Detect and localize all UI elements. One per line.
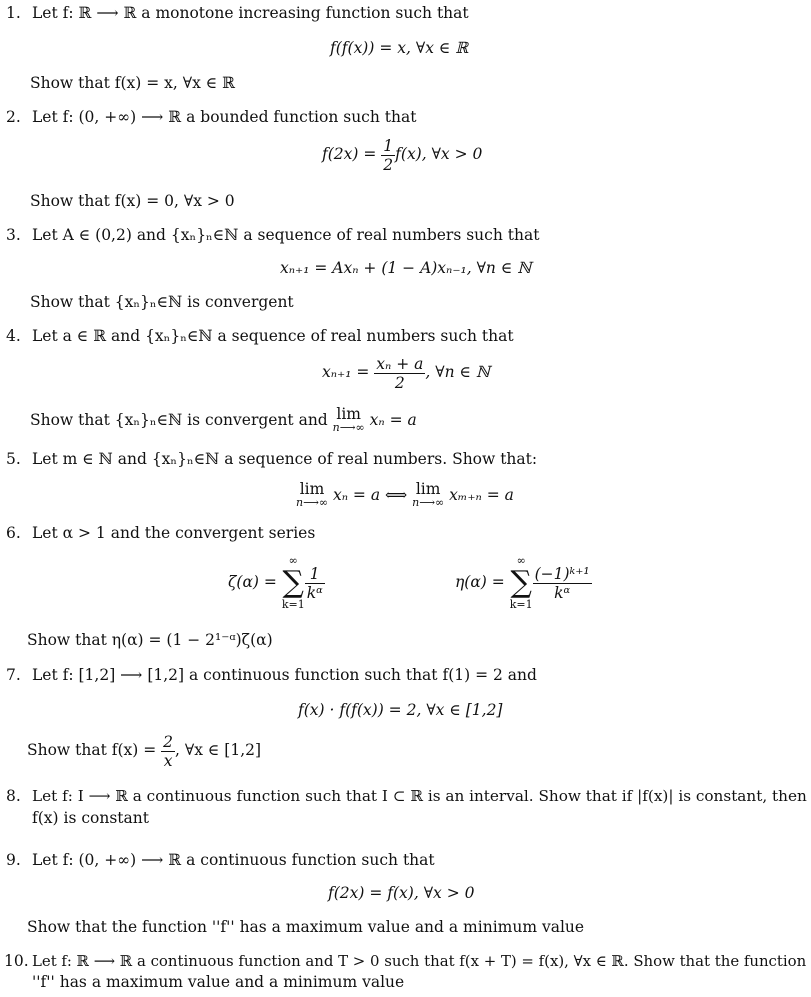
problem-number: 6. [6, 524, 21, 542]
formula-lhs: xₙ₊₁ = [322, 363, 375, 381]
conclusion-text: Show that {xₙ}ₙ∈ℕ is convergent [30, 293, 294, 311]
conclusion-text [30, 405, 417, 435]
problem-statement: Let α > 1 and the convergent series [32, 524, 316, 542]
fraction-denominator: kᵅ [554, 583, 571, 602]
eta-lhs: η(α) = [455, 573, 510, 591]
limit-operator [333, 407, 365, 435]
formula-rhs: f(x), ∀x > 0 [395, 145, 483, 163]
problem-statement: Let f: [1,2] ⟶ [1,2] a continuous function such that f(1) = 2 and [32, 666, 537, 684]
problem-9-formula: f(2x) = f(x), ∀x > 0 [328, 884, 475, 902]
sum-lower-limit: k=1 [509, 598, 533, 611]
problem-number: 4. [6, 327, 21, 345]
fraction-numerator: 2 [163, 732, 174, 751]
fraction-denominator: 2 [383, 155, 394, 174]
limit-operator [412, 482, 444, 510]
problem-statement-cont: ''f'' has a maximum value and a minimum value [32, 973, 405, 991]
problem-3-formula: xₙ₊₁ = Axₙ + (1 − A)xₙ₋₁, ∀n ∈ ℕ [280, 259, 532, 277]
sum-upper-limit: ∞ [516, 554, 526, 567]
problem-statement: Let a ∈ ℝ and {xₙ}ₙ∈ℕ a sequence of real numbers such that [32, 327, 514, 345]
limit-operator [296, 482, 328, 510]
limit-label: lim [336, 405, 361, 423]
formula-lhs: f(2x) = [322, 145, 382, 163]
fraction-numerator: 1 [305, 565, 325, 584]
problem-2-formula [322, 134, 482, 174]
sum-operator [510, 554, 533, 612]
sum-sign: ∑ [510, 565, 532, 600]
problem-number: 5. [6, 450, 21, 468]
problem-number: 3. [6, 226, 21, 244]
limit-subscript: n⟶∞ [412, 496, 445, 509]
fraction-denominator: x [163, 751, 173, 770]
conclusion-rhs: , ∀x ∈ [1,2] [175, 741, 262, 759]
problem-statement: Let f: (0, +∞) ⟶ ℝ a continuous function such that [32, 851, 435, 869]
formula-rhs: , ∀n ∈ ℕ [425, 363, 491, 381]
conclusion-text [27, 730, 261, 770]
fraction [374, 355, 425, 392]
fraction [161, 733, 175, 770]
fraction-denominator: kᵅ [306, 583, 323, 602]
conclusion-text: Show that η(α) = (1 − 2¹⁻ᵅ)ζ(α) [27, 631, 273, 649]
conclusion-text-a: Show that {xₙ}ₙ∈ℕ is convergent and [30, 411, 333, 429]
problem-statement: Let A ∈ (0,2) and {xₙ}ₙ∈ℕ a sequence of real numbers such that [32, 226, 540, 244]
problem-statement: Let f: ℝ ⟶ ℝ a continuous function and T > 0 such that f(x + T) = f(x), ∀x ∈ ℝ. Show that the function [32, 952, 807, 970]
formula-part-a: xₙ = a ⟺ [328, 486, 413, 504]
fraction [381, 137, 395, 174]
eta-formula [455, 552, 592, 612]
problem-number: 2. [6, 108, 21, 126]
limit-subscript: n⟶∞ [296, 496, 329, 509]
fraction [533, 565, 592, 602]
limit-label: lim [299, 480, 325, 498]
problem-1-formula: f(f(x)) = x, ∀x ∈ ℝ [330, 39, 469, 57]
problem-statement: Let f: ℝ ⟶ ℝ a monotone increasing function such that [32, 4, 469, 22]
fraction-numerator: (−1)ᵏ⁺¹ [534, 564, 590, 583]
conclusion-text: Show that f(x) = 0, ∀x > 0 [30, 192, 235, 210]
problem-statement: Let m ∈ ℕ and {xₙ}ₙ∈ℕ a sequence of real numbers. Show that: [32, 450, 538, 468]
sum-sign: ∑ [282, 565, 304, 600]
problem-number: 8. [6, 787, 21, 805]
conclusion-text: Show that the function ''f'' has a maximum value and a minimum value [27, 918, 585, 936]
problem-7-formula: f(x) · f(f(x)) = 2, ∀x ∈ [1,2] [298, 701, 503, 719]
sum-lower-limit: k=1 [281, 598, 305, 611]
conclusion-text: Show that f(x) = x, ∀x ∈ ℝ [30, 74, 236, 92]
problem-statement: Let f: (0, +∞) ⟶ ℝ a bounded function such that [32, 108, 417, 126]
zeta-lhs: ζ(α) = [228, 573, 282, 591]
conclusion-text-b: xₙ = a [364, 411, 417, 429]
fraction-numerator: 1 [383, 136, 394, 155]
limit-label: lim [415, 480, 441, 498]
sum-operator [282, 554, 305, 612]
problem-number: 9. [6, 851, 21, 869]
formula-part-b: xₘ₊ₙ = a [444, 486, 514, 504]
limit-subscript: n⟶∞ [332, 421, 365, 434]
problem-statement-cont: f(x) is constant [32, 809, 149, 827]
problem-4-formula [322, 352, 490, 392]
fraction [305, 565, 325, 602]
problem-number: 1. [6, 4, 21, 22]
problem-5-formula [296, 480, 514, 510]
conclusion-lhs: Show that f(x) = [27, 741, 162, 759]
fraction-numerator: xₙ + a [376, 354, 424, 373]
problem-number: 10. [4, 952, 29, 970]
problem-statement: Let f: I ⟶ ℝ a continuous function such that I ⊂ ℝ is an interval. Show that if |f(x)| is constant, then [32, 787, 807, 805]
problem-number: 7. [6, 666, 21, 684]
zeta-formula [228, 552, 325, 612]
sum-upper-limit: ∞ [288, 554, 298, 567]
fraction-denominator: 2 [394, 373, 405, 392]
